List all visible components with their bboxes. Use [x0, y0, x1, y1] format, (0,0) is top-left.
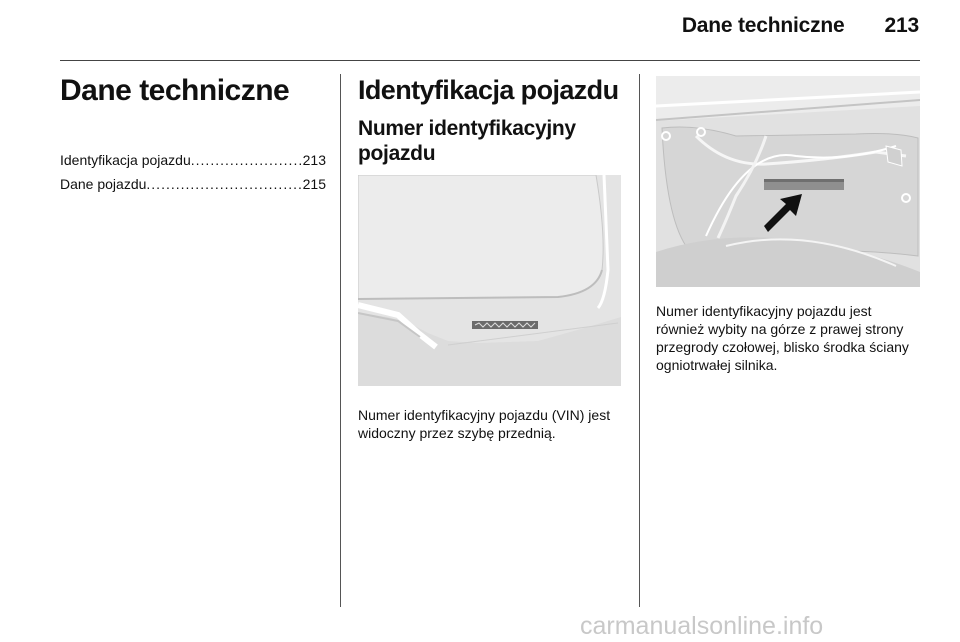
windshield-vin-illustration [358, 175, 621, 386]
firewall-vin-illustration [656, 76, 920, 287]
toc-leader [191, 148, 303, 172]
page-number: 213 [884, 14, 919, 37]
header-title: Dane techniczne [681, 14, 845, 37]
section-title: Identyfikacja pojazdu [358, 75, 619, 105]
windshield-vin-drawing [358, 175, 621, 386]
watermark: carmanualsonline.info [580, 612, 824, 640]
column-toc [60, 72, 326, 196]
firewall-vin-drawing [656, 76, 920, 287]
chapter-title: Dane techniczne [60, 74, 290, 107]
toc-entry-label: Dane pojazdu [60, 176, 147, 192]
toc-entry-page: 215 [302, 176, 326, 192]
toc-entry-page: 213 [302, 152, 326, 168]
column-divider [639, 74, 640, 607]
column-divider [340, 74, 341, 607]
header-rule [60, 60, 920, 61]
vin-firewall-caption: Numer identyfikacyjny pojazdu jest również wybity na górze z prawej strony przegrody czołowej, blisko środka ściany ogniotrwałej silnika. [656, 303, 909, 373]
toc-entry[interactable] [60, 172, 326, 196]
toc-entry[interactable] [60, 148, 326, 172]
toc-entry-label: Identyfikacja pojazdu [60, 152, 191, 168]
subsection-title: Numer identyfikacyjny pojazdu [358, 117, 576, 165]
table-of-contents [60, 148, 326, 196]
vin-windshield-caption: Numer identyfikacyjny pojazdu (VIN) jest widoczny przez szybę przednią. [358, 407, 611, 441]
toc-leader [146, 172, 302, 196]
column-identification [358, 72, 622, 166]
running-header [682, 14, 919, 38]
